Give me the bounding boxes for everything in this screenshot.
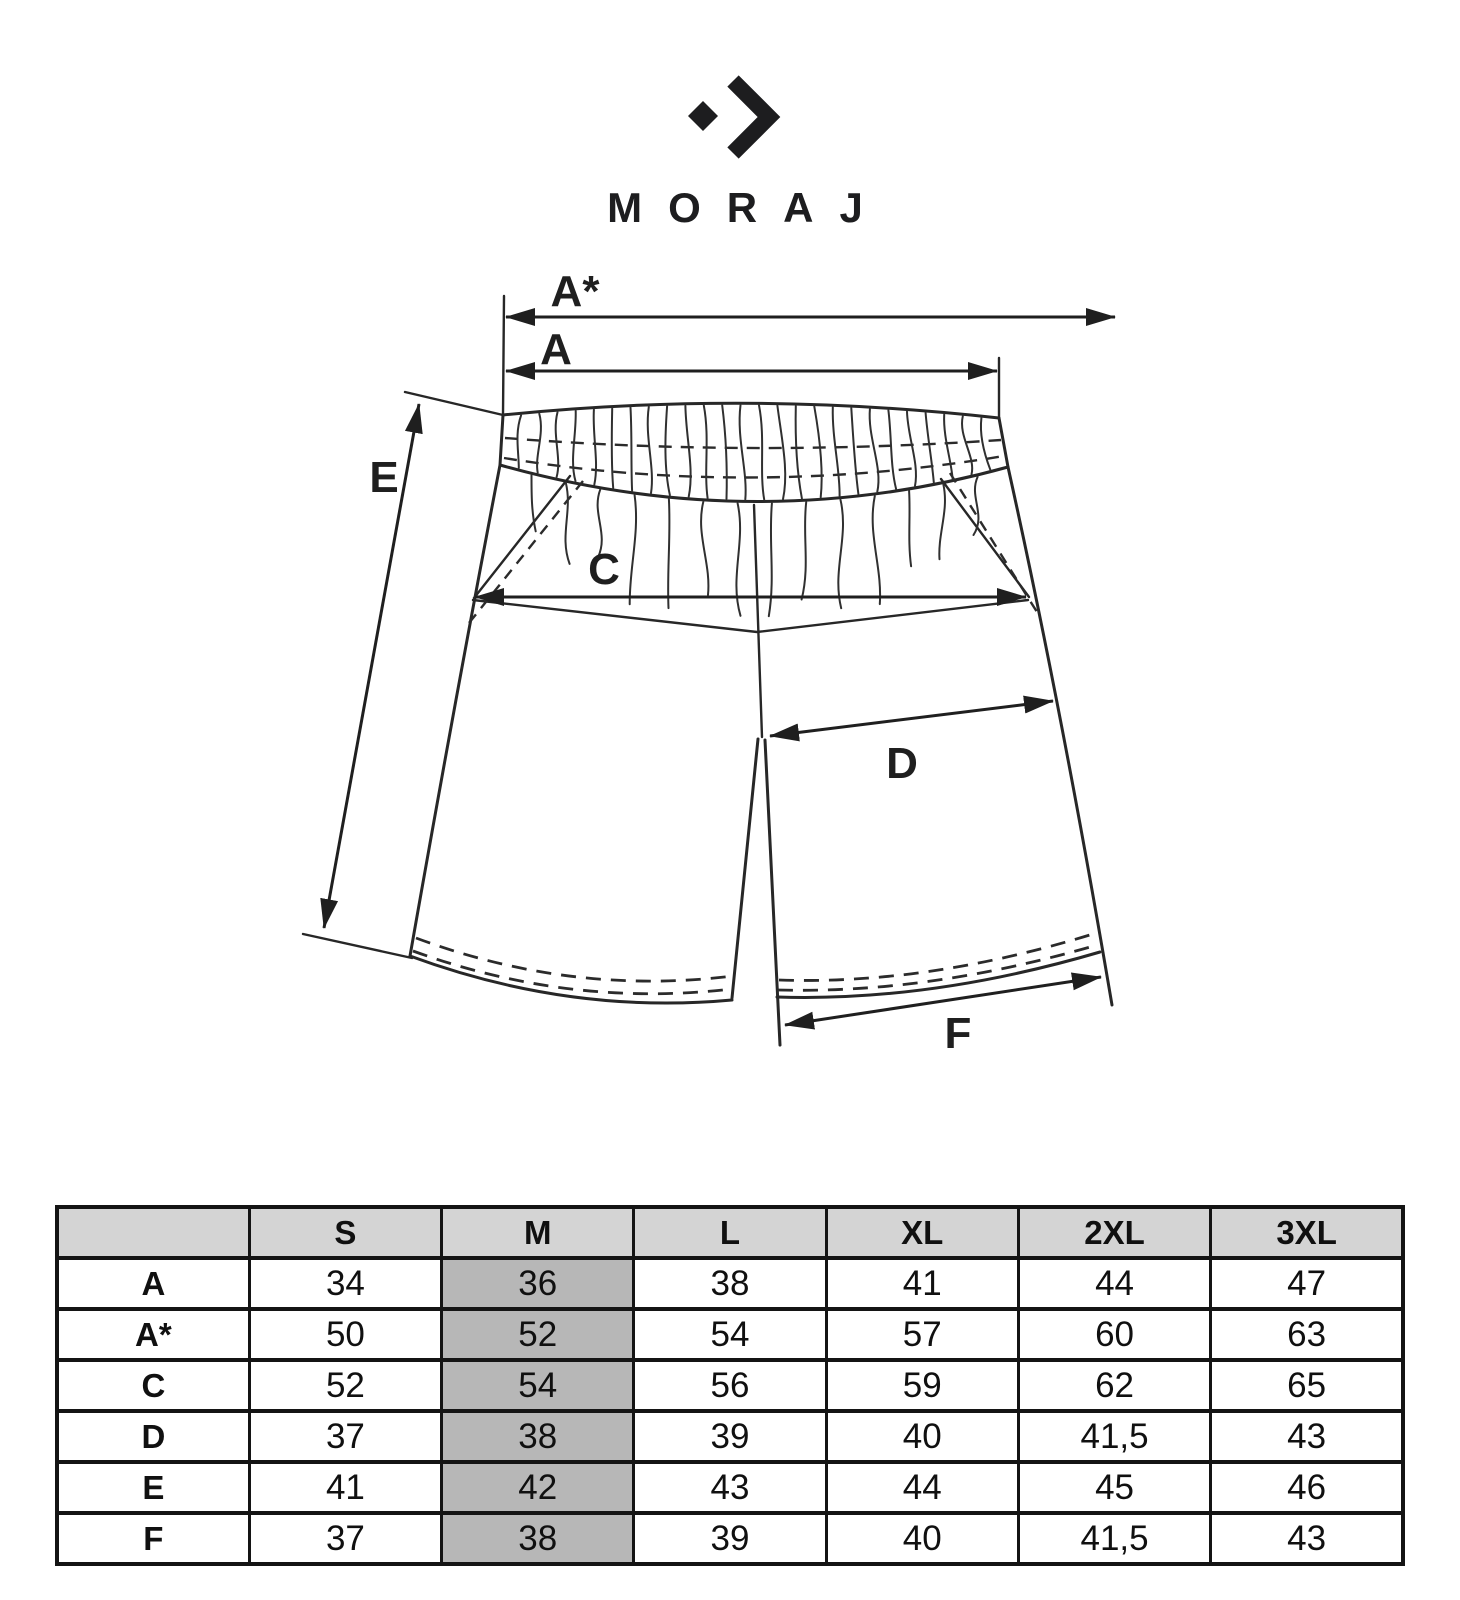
table-header-row (57, 1207, 1403, 1258)
measurement-arrow-f (785, 977, 1101, 1025)
wrinkle-line (939, 485, 945, 560)
size-value-cell: 34 (249, 1258, 441, 1309)
wrinkle-line (517, 415, 521, 468)
size-value-cell: 41 (826, 1258, 1018, 1309)
table-row (57, 1411, 1403, 1462)
wrinkle-line (740, 405, 746, 499)
size-value-cell: 41 (249, 1462, 441, 1513)
wrinkle-line (704, 405, 708, 498)
table-row (57, 1309, 1403, 1360)
extension-lines (303, 296, 999, 958)
e-bottom-extension-line (303, 934, 412, 958)
row-label: F (57, 1513, 249, 1564)
header-cell-m: M (442, 1207, 634, 1258)
wrinkle-line (907, 412, 916, 486)
row-label: E (57, 1462, 249, 1513)
waistband-right-edge (999, 418, 1008, 467)
size-value-cell: 40 (826, 1411, 1018, 1462)
wrinkle-line (685, 406, 690, 497)
logo-chevron-icon (733, 81, 769, 153)
table-row (57, 1360, 1403, 1411)
wrinkle-line (796, 406, 802, 499)
size-value-cell: 50 (249, 1309, 441, 1360)
right-leg-hem (777, 952, 1100, 997)
size-value-cell: 47 (1211, 1258, 1403, 1309)
size-value-cell: 39 (634, 1513, 826, 1564)
size-value-cell: 40 (826, 1513, 1018, 1564)
size-value-cell: 44 (826, 1462, 1018, 1513)
header-cell-l: L (634, 1207, 826, 1258)
wrinkle-line (888, 410, 896, 489)
wrinkle-line (648, 407, 652, 493)
wrinkle-line (631, 408, 633, 491)
left-leg-inner-edge (732, 739, 758, 998)
wrinkle-line (926, 413, 934, 483)
waistband-left-edge (500, 415, 503, 465)
wrinkle-line (851, 408, 858, 494)
measurement-label-a-star: A* (550, 267, 600, 316)
size-value-cell: 62 (1018, 1360, 1210, 1411)
wrinkle-line (962, 416, 972, 474)
size-value-cell: 37 (249, 1513, 441, 1564)
right-side-seam (1008, 467, 1112, 1005)
size-value-cell-highlighted: 42 (442, 1462, 634, 1513)
size-value-cell-highlighted: 38 (442, 1411, 634, 1462)
size-value-cell: 65 (1211, 1360, 1403, 1411)
hip-seam-line (473, 600, 1028, 632)
wrinkle-line (665, 406, 669, 495)
header-cell-3xl: 3XL (1211, 1207, 1403, 1258)
size-value-cell: 46 (1211, 1462, 1403, 1513)
right-hem-stitch-upper (779, 934, 1093, 980)
wrinkle-line (573, 411, 576, 481)
size-table (55, 1205, 1405, 1566)
row-label: A* (57, 1309, 249, 1360)
size-value-cell: 43 (1211, 1411, 1403, 1462)
waistband-stitch-lower (504, 456, 1004, 478)
measurement-label-f: F (944, 1009, 972, 1058)
center-front-line (754, 505, 762, 737)
table-row (57, 1258, 1403, 1309)
measurement-arrow-d (770, 701, 1053, 736)
size-value-cell-highlighted: 52 (442, 1309, 634, 1360)
wrinkle-line (668, 499, 669, 608)
measurement-arrows (324, 317, 1115, 1025)
size-value-cell: 63 (1211, 1309, 1403, 1360)
wrinkle-line (722, 405, 727, 499)
wrinkle-line (701, 502, 708, 595)
measurement-label-d: D (886, 739, 918, 788)
size-value-cell: 43 (634, 1462, 826, 1513)
left-extension-line (503, 296, 504, 415)
wrinkle-line (594, 410, 596, 485)
size-value-cell: 41,5 (1018, 1411, 1210, 1462)
size-value-cell: 39 (634, 1411, 826, 1462)
size-value-cell: 52 (249, 1360, 441, 1411)
left-side-seam (410, 465, 500, 956)
size-value-cell-highlighted: 36 (442, 1258, 634, 1309)
size-value-cell: 43 (1211, 1513, 1403, 1564)
measurement-label-a: A (540, 325, 572, 374)
logo-diamond-icon (688, 101, 718, 131)
row-label: D (57, 1411, 249, 1462)
wrinkle-line (630, 495, 636, 604)
size-value-cell: 37 (249, 1411, 441, 1462)
table-row (57, 1462, 1403, 1513)
wrinkle-line (802, 502, 807, 599)
size-value-cell-highlighted: 54 (442, 1360, 634, 1411)
header-cell-blank (57, 1207, 249, 1258)
wrinkle-line (612, 409, 613, 488)
size-value-cell: 44 (1018, 1258, 1210, 1309)
size-value-cell: 45 (1018, 1462, 1210, 1513)
wrinkle-line (981, 418, 990, 470)
wrinkle-line (736, 503, 740, 616)
left-leg-hem (410, 956, 732, 1003)
size-value-cell: 59 (826, 1360, 1018, 1411)
moraj-logo (607, 81, 889, 231)
wrinkle-line (537, 414, 541, 473)
wrinkle-line (870, 409, 879, 492)
size-value-cell: 38 (634, 1258, 826, 1309)
shorts-outline (410, 403, 1112, 1045)
right-leg-inner-edge (765, 740, 780, 1045)
size-value-cell-highlighted: 38 (442, 1513, 634, 1564)
row-label: C (57, 1360, 249, 1411)
measurement-labels (369, 267, 971, 1058)
table-row (57, 1513, 1403, 1564)
measurement-label-c: C (588, 545, 620, 594)
header-cell-xl: XL (826, 1207, 1018, 1258)
waistband-stitch-upper (505, 438, 1001, 448)
row-label: A (57, 1258, 249, 1309)
header-cell-s: S (249, 1207, 441, 1258)
wrinkle-line (909, 491, 911, 566)
brand-name: MORAJ (607, 184, 889, 231)
wrinkle-line (814, 407, 821, 498)
wrinkle-line (556, 412, 559, 477)
size-value-cell: 57 (826, 1309, 1018, 1360)
size-value-cell: 56 (634, 1360, 826, 1411)
wrinkle-line (833, 407, 840, 496)
measurement-label-e: E (369, 453, 399, 502)
size-value-cell: 41,5 (1018, 1513, 1210, 1564)
waistband-top-edge (503, 403, 999, 418)
header-cell-2xl: 2XL (1018, 1207, 1210, 1258)
wrinkle-line (873, 496, 880, 604)
size-value-cell: 60 (1018, 1309, 1210, 1360)
wrinkle-line (565, 483, 569, 564)
e-top-extension-line (405, 392, 503, 415)
left-pocket-opening (474, 476, 570, 598)
wrinkle-line (944, 415, 953, 479)
wrinkle-line (838, 500, 843, 608)
wrinkle-line (769, 503, 772, 616)
pocket-lines (469, 473, 1037, 623)
size-value-cell: 54 (634, 1309, 826, 1360)
wrinkle-line (777, 406, 785, 500)
wrinkle-line (759, 405, 764, 499)
